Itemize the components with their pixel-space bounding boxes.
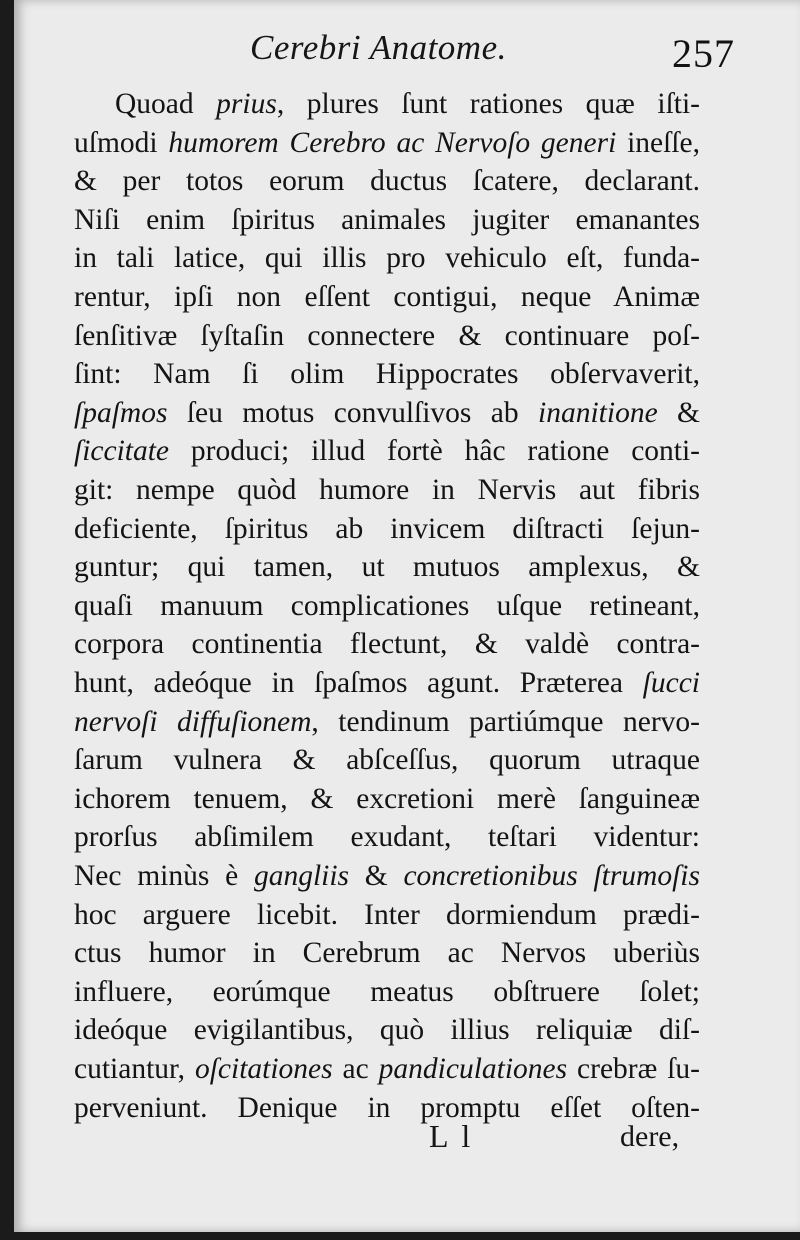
signature-mark: L l xyxy=(429,1118,474,1154)
text-line xyxy=(74,354,700,394)
text-run: uſmodi xyxy=(74,126,169,159)
italic-run: concretionibus ſtrumoſis xyxy=(403,860,700,892)
text-run: rentur, ipſi non eſſent contigui, neque Animæ xyxy=(74,281,700,313)
text-run: deficiente, ſpiritus ab invicem diſtracti ſejun- xyxy=(74,512,700,545)
text-run: git: nempe quòd humore in Nervis aut fibris xyxy=(74,474,700,506)
catchword: dere, xyxy=(620,1120,680,1153)
text-line xyxy=(74,316,700,356)
text-run: & xyxy=(657,396,701,429)
italic-run: gangliis xyxy=(253,860,350,892)
text-run: Niſi enim ſpiritus animales jugiter emanantes xyxy=(74,203,700,236)
italic-run: ſucci xyxy=(642,667,700,699)
text-line xyxy=(74,972,700,1012)
italic-run: prius xyxy=(216,88,277,120)
text-line xyxy=(74,779,700,819)
text-run: crebræ ſu- xyxy=(567,1053,701,1085)
text-run: ineſſe, xyxy=(616,126,700,159)
text-line xyxy=(74,509,700,549)
running-title: Cerebri Anatome. xyxy=(250,28,507,67)
text-line xyxy=(115,84,700,124)
text-line xyxy=(74,933,700,973)
page-header xyxy=(14,28,800,88)
page-number: 257 xyxy=(672,31,735,76)
text-line xyxy=(74,277,700,317)
text-run: , tendinum partiúmque nervo- xyxy=(311,705,700,738)
text-line xyxy=(74,547,700,587)
text-line xyxy=(74,1049,700,1089)
text-run: , plures ſunt rationes quæ iſti- xyxy=(276,88,700,120)
italic-run: inanitione xyxy=(538,396,658,429)
italic-run: pandiculationes xyxy=(378,1053,568,1085)
text-line xyxy=(74,740,700,780)
text-run: ſenſitivæ ſyſtaſin connectere & continuare poſ- xyxy=(74,319,700,352)
italic-run: humorem Cerebro ac Nervoſo generi xyxy=(168,126,617,159)
text-run: ſint: Nam ſi olim Hippocrates obſervaverit, xyxy=(74,358,700,391)
text-run: perveniunt. Denique in promptu eſſet oſten- xyxy=(74,1091,700,1124)
text-line xyxy=(74,586,700,626)
text-run: hoc arguere licebit. Inter dormiendum prædi- xyxy=(74,898,700,931)
page-footer xyxy=(14,1118,800,1168)
text-line xyxy=(74,702,700,742)
text-line xyxy=(74,624,700,664)
text-run: ctus humor in Cerebrum ac Nervos uberiùs xyxy=(74,937,700,970)
text-run: Quoad xyxy=(115,88,217,120)
text-run: prorſus abſimilem exudant, teſtari videntur: xyxy=(74,821,700,854)
text-line xyxy=(74,895,700,935)
text-run: & per totos eorum ductus ſcatere, declarant. xyxy=(74,165,700,198)
text-line xyxy=(74,238,700,278)
text-run: corpora continentia flectunt, & valdè contra- xyxy=(74,628,700,661)
text-run: cutiantur, xyxy=(74,1053,195,1085)
text-line xyxy=(74,470,700,510)
text-line xyxy=(74,663,700,703)
text-run: ſarum vulnera & abſceſſus, quorum utraque xyxy=(74,744,700,777)
text-run: Nec minùs è xyxy=(74,860,254,892)
text-line xyxy=(74,431,700,471)
text-run: & xyxy=(349,860,404,892)
text-run: in tali latice, qui illis pro vehiculo eſt, funda- xyxy=(74,242,700,275)
text-run: influere, eorúmque meatus obſtruere ſolet; xyxy=(74,975,700,1008)
text-line xyxy=(74,393,700,433)
text-run: ichorem tenuem, & excretioni merè ſanguineæ xyxy=(74,782,700,815)
text-line xyxy=(74,1010,700,1050)
text-run: produci; illud fortè hâc ratione conti- xyxy=(169,435,700,468)
text-run: ſeu motus convulſivos ab xyxy=(167,396,539,429)
text-run: ideóque evigilantibus, quò illius reliquiæ diſ- xyxy=(74,1014,700,1047)
text-line xyxy=(74,200,700,240)
text-run: hunt, adeóque in ſpaſmos agunt. Præterea xyxy=(74,667,643,699)
text-run: ac xyxy=(332,1053,379,1085)
text-line xyxy=(74,856,700,896)
italic-run: ſiccitate xyxy=(74,435,170,468)
italic-run: oſcitationes xyxy=(194,1053,333,1085)
italic-run: nervoſi diffuſionem xyxy=(74,705,312,738)
text-run: quaſi manuum complicationes uſque retineant, xyxy=(74,589,700,622)
text-line xyxy=(74,123,700,163)
book-page xyxy=(14,0,800,1232)
text-line xyxy=(74,817,700,857)
italic-run: ſpaſmos xyxy=(74,396,168,429)
text-run: guntur; qui tamen, ut mutuos amplexus, & xyxy=(74,551,700,584)
text-line xyxy=(74,161,700,201)
